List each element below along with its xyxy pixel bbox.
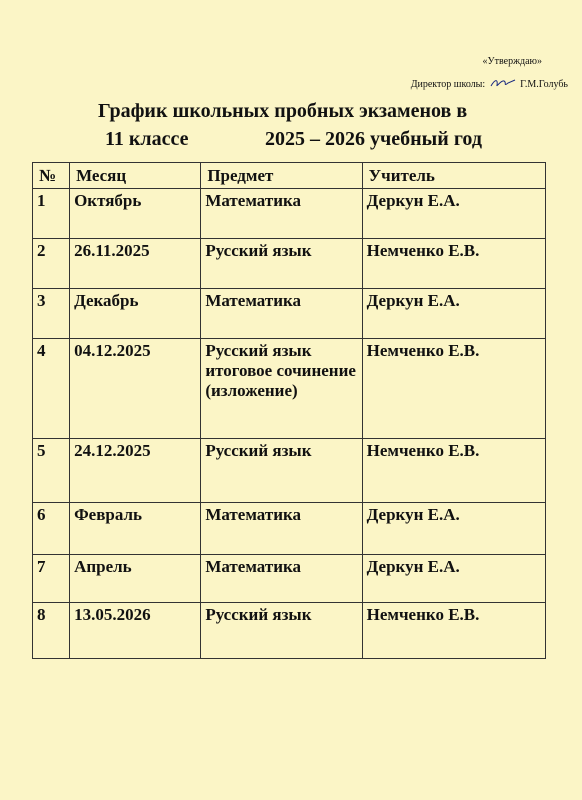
header-subject: Предмет bbox=[201, 163, 362, 189]
row-number: 4 bbox=[33, 339, 70, 439]
row-teacher: Немченко Е.В. bbox=[362, 603, 545, 659]
row-number: 2 bbox=[33, 239, 70, 289]
table-row bbox=[33, 555, 546, 603]
row-month: Октябрь bbox=[70, 189, 201, 239]
row-month: 04.12.2025 bbox=[70, 339, 201, 439]
table-row bbox=[33, 189, 546, 239]
page-title: График школьных пробных экзаменов в bbox=[98, 100, 468, 122]
header-number: № bbox=[33, 163, 70, 189]
table-row bbox=[33, 239, 546, 289]
row-teacher: Немченко Е.В. bbox=[362, 339, 545, 439]
row-number: 6 bbox=[33, 503, 70, 555]
row-number: 3 bbox=[33, 289, 70, 339]
row-teacher: Деркун Е.А. bbox=[362, 555, 545, 603]
row-month: 13.05.2026 bbox=[70, 603, 201, 659]
row-teacher: Деркун Е.А. bbox=[362, 503, 545, 555]
approval-stamp: «Утверждаю» bbox=[482, 56, 542, 67]
row-number: 5 bbox=[33, 439, 70, 503]
row-number: 7 bbox=[33, 555, 70, 603]
director-label: Директор школы: bbox=[410, 79, 486, 90]
table-header-row bbox=[33, 163, 546, 189]
director-name: Г.М.Голубь bbox=[520, 79, 568, 90]
header-month: Месяц bbox=[70, 163, 201, 189]
row-subject: Математика bbox=[201, 503, 362, 555]
row-subject: Математика bbox=[201, 289, 362, 339]
table-row bbox=[33, 603, 546, 659]
table-row bbox=[33, 503, 546, 555]
header-teacher: Учитель bbox=[362, 163, 545, 189]
row-teacher: Деркун Е.А. bbox=[362, 289, 545, 339]
row-teacher: Немченко Е.В. bbox=[362, 239, 545, 289]
row-month: Апрель bbox=[70, 555, 201, 603]
row-month: Декабрь bbox=[70, 289, 201, 339]
row-subject: Русский язык bbox=[201, 439, 362, 503]
row-number: 8 bbox=[33, 603, 70, 659]
row-month: 24.12.2025 bbox=[70, 439, 201, 503]
row-subject: Русский язык итоговое сочинение (изложение) bbox=[201, 339, 362, 439]
row-number: 1 bbox=[33, 189, 70, 239]
page-subtitle bbox=[105, 128, 515, 151]
row-teacher: Деркун Е.А. bbox=[362, 189, 545, 239]
row-subject: Математика bbox=[201, 555, 362, 603]
school-year: 2025 – 2026 учебный год bbox=[265, 128, 482, 150]
row-subject: Математика bbox=[201, 189, 362, 239]
table-row bbox=[33, 439, 546, 503]
director-line bbox=[411, 77, 568, 91]
signature-icon bbox=[489, 77, 517, 89]
row-teacher: Немченко Е.В. bbox=[362, 439, 545, 503]
table-row bbox=[33, 289, 546, 339]
row-month: 26.11.2025 bbox=[70, 239, 201, 289]
table-row bbox=[33, 339, 546, 439]
grade-label: 11 классе bbox=[105, 128, 189, 150]
exam-schedule-table bbox=[32, 162, 546, 659]
row-month: Февраль bbox=[70, 503, 201, 555]
row-subject: Русский язык bbox=[201, 603, 362, 659]
row-subject: Русский язык bbox=[201, 239, 362, 289]
